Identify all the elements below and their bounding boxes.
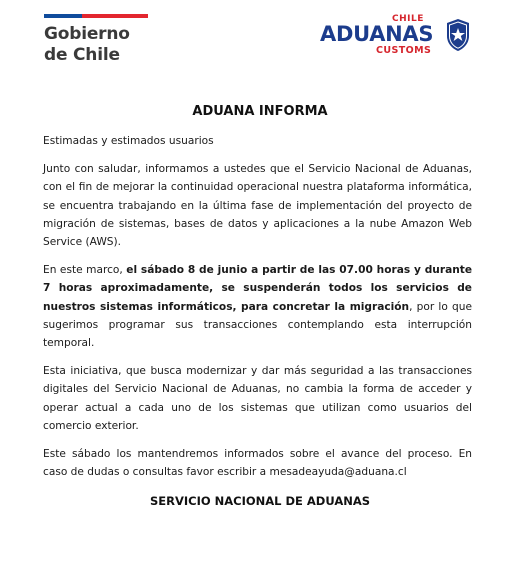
document-body: [43, 132, 472, 491]
gobierno-logo-text: [44, 24, 154, 66]
paragraph-contact: Este sábado los mantendremos informados sobre el avance del proceso. En caso de dudas o consultas favor escribir a mesadeayuda@aduana.cl: [43, 448, 472, 479]
greeting-paragraph: Estimadas y estimados usuarios: [43, 135, 214, 147]
signature-footer: SERVICIO NACIONAL DE ADUANAS: [149, 494, 371, 508]
aduanas-chile-logo: [320, 14, 472, 58]
paragraph-initiative: Esta iniciativa, que busca modernizar y dar más seguridad a las transacciones digitales del Servicio Nacional de Aduanas, no cambia la forma de acceder y operar actual a cada uno de los sistemas que utilizan como usuarios del comercio exterior.: [43, 365, 472, 432]
gobierno-flag-bar: [44, 14, 148, 18]
gobierno-de-chile-logo: [44, 14, 154, 66]
schedule-text-bold: el sábado 8 de junio a partir de las 07.00 horas y durante 7 horas aproximadamente, se suspenderán todos los servicios de nuestros sistemas informáticos, para concretar la migración: [43, 264, 473, 313]
flag-red-segment: [82, 14, 148, 18]
schedule-text-tail: , por lo que sugerimos programar sus transacciones contemplando esta interrupción temporal.: [43, 300, 472, 350]
flag-blue-segment: [44, 14, 82, 18]
aduanas-badge-icon: [445, 18, 471, 52]
paragraph-intro: Junto con saludar, informamos a ustedes que el Servicio Nacional de Aduanas, con el fin de mejorar la continuidad operacional nuestra plataforma informática, se encuentra trabajando en la última fase de implementación del proyecto de migración de sistemas, bases de datos y aplicaciones a la nube Amazon Web Service (AWS).: [43, 163, 472, 249]
gobierno-line2: de Chile: [44, 45, 120, 65]
schedule-text-lead: En este marco,: [43, 264, 127, 277]
document-title: ADUANA INFORMA: [192, 104, 328, 119]
gobierno-line1: Gobierno: [44, 24, 130, 44]
aduanas-customs-label: CUSTOMS: [376, 45, 432, 56]
paragraph-schedule: [43, 261, 472, 352]
aduanas-chile-label: CHILE: [392, 14, 424, 24]
aduanas-name-label: ADUANAS: [320, 22, 434, 46]
